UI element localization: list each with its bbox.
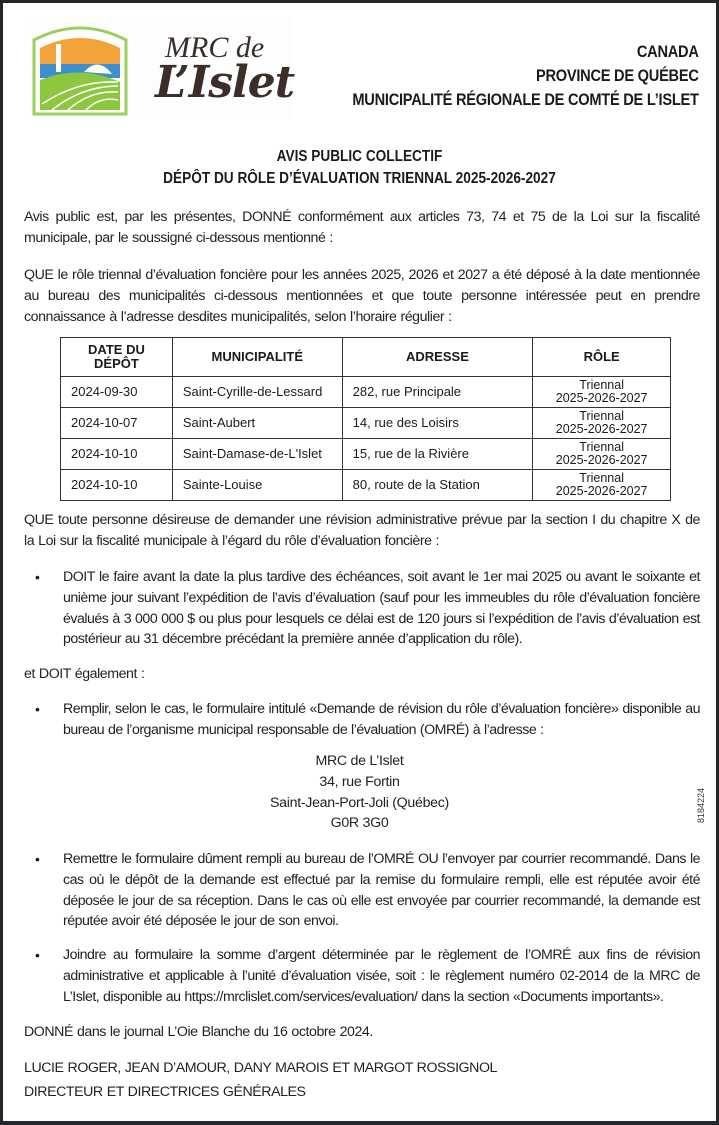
header-role: RÔLE (533, 338, 671, 377)
jurisdiction-header (296, 40, 699, 112)
signatories: LUCIE ROGER, JEAN D’AMOUR, DANY MAROIS ET MARGOT ROSSIGNOL (24, 1060, 497, 1076)
address-line-org: MRC de L’Islet (315, 753, 404, 769)
signatory-title: DIRECTEUR ET DIRECTRICES GÉNÉRALES (24, 1084, 306, 1100)
public-notice-page (3, 3, 716, 1121)
publication-statement: DONNÉ dans le journal L’Oie Blanche du 16 octobre 2024. (24, 1024, 373, 1040)
cell-address: 80, route de la Station (342, 470, 533, 501)
table-header-row (61, 338, 671, 377)
address-line-city: Saint-Jean-Port-Joli (Québec) (270, 794, 449, 811)
cell-role: Triennal 2025-2026-2027 (533, 408, 671, 439)
bullet-icon: • (35, 569, 40, 585)
cell-address: 14, rue des Loisirs (342, 408, 533, 439)
cell-municipality: Sainte-Louise (172, 470, 342, 501)
bullet-form-text: Remplir, selon le cas, le formulaire intitulé «Demande de révision du rôle d’évaluation foncière» disponible au bureau de l’organisme municipal responsable de l’évaluation (OMRÉ) à l’adresse : (63, 701, 700, 738)
cell-date: 2024-10-10 (61, 439, 173, 470)
table-row (61, 470, 671, 501)
cell-municipality: Saint-Cyrille-de-Lessard (172, 377, 342, 408)
bullet-fee-text: Joindre au formulaire la somme d’argent déterminée par le règlement de l’OMRÉ aux fins de révision administrative et applicable à l’unité d’évaluation visée, soit : le règlement numéro 02-2014 de la MRC de L’Islet, disponible au https://mrclislet.com/services/evaluation/ dans la section «Documents importants». (63, 947, 700, 1005)
intro-paragraph: Avis public est, par les présentes, DONNÉ conformément aux articles 73, 74 et 75 de la Loi sur la fiscalité municipale, par le soussigné ci-dessous mentionné : (24, 209, 700, 246)
jurisdiction-mrc: MUNICIPALITÉ RÉGIONALE DE COMTÉ DE L’ISLET (352, 90, 699, 109)
address-line-street: 34, rue Fortin (319, 773, 400, 790)
cell-role: Triennal 2025-2026-2027 (533, 439, 671, 470)
que-revision-paragraph: QUE toute personne désireuse de demander une révision administrative prévue par la section I du chapitre X de la Loi sur la fiscalité municipale à l’égard du rôle d’évaluation foncière : (24, 512, 700, 549)
que-deposit-paragraph: QUE le rôle triennal d’évaluation foncière pour les années 2025, 2026 et 2027 a été déposé à la date mentionnée au bureau des municipalités ci-dessous mentionnées et que toute personne intéressée peut en prendre connaissance à l’adresse desdites municipalités, selon l’horaire régulier : (24, 267, 700, 325)
mrc-logo (25, 17, 293, 119)
bullet-icon: • (35, 851, 40, 867)
bullet-deadline-text: DOIT le faire avant la date la plus tardive des échéances, soit avant le 1er mai 2025 ou avant le soixante et unième jour suivant l’expédition de l’avis d’évaluation (sauf pour les immeubles du rôle d’évaluation foncière évalués à 3 000 000 $ ou plus pour lesquels ce délai est de 120 jours si l’expédition de l’avis d’évaluation est postérieur au 31 décembre précédant la première année d’application du rôle). (63, 569, 700, 648)
cell-address: 15, rue de la Rivière (342, 439, 533, 470)
bullet-icon: • (35, 947, 40, 963)
landscape-emblem-icon (28, 20, 132, 116)
table-row (61, 377, 671, 408)
notice-titles (3, 146, 716, 190)
logo-text-islet: L’Islet (155, 57, 295, 108)
cell-role: Triennal 2025-2026-2027 (533, 377, 671, 408)
notice-title: AVIS PUBLIC COLLECTIF (276, 148, 443, 165)
cell-municipality: Saint-Aubert (172, 408, 342, 439)
logo-text-mrc: MRC de (165, 31, 265, 64)
cell-date: 2024-10-07 (61, 408, 173, 439)
address-line-postal: G0R 3G0 (330, 815, 389, 832)
header-municipality: MUNICIPALITÉ (172, 338, 342, 377)
table-row (61, 408, 671, 439)
header-address: ADRESSE (342, 338, 533, 377)
deposit-table (60, 337, 671, 501)
cell-address: 282, rue Principale (342, 377, 533, 408)
bullet-submit-text: Remettre le formulaire dûment rempli au bureau de l’OMRÉ OU l’envoyer par courrier recommandé. Dans le cas où le dépôt de la demande est effectué par la remise du formulaire rempli, elle est réputée avoir été déposée le jour de sa réception. Dans le cas où elle est envoyée par courrier recommandé, la demande est réputée avoir été déposée le jour de son envoi. (63, 851, 700, 930)
cell-municipality: Saint-Damase-de-L'Islet (172, 439, 342, 470)
table-row (61, 439, 671, 470)
header-date: DATE DU DÉPÔT (61, 338, 173, 377)
cell-role: Triennal 2025-2026-2027 (533, 470, 671, 501)
cell-date: 2024-10-10 (61, 470, 173, 501)
jurisdiction-province: PROVINCE DE QUÉBEC (536, 66, 699, 85)
notice-subtitle: DÉPÔT DU RÔLE D’ÉVALUATION TRIENNAL 2025-2026-2027 (163, 170, 556, 187)
cell-date: 2024-09-30 (61, 377, 173, 408)
bullet-icon: • (35, 701, 40, 717)
omre-address-block (3, 751, 716, 834)
also-must-label: et DOIT également : (24, 666, 145, 682)
jurisdiction-country: CANADA (637, 42, 699, 61)
ad-reference-code: 8184224 (696, 787, 706, 823)
